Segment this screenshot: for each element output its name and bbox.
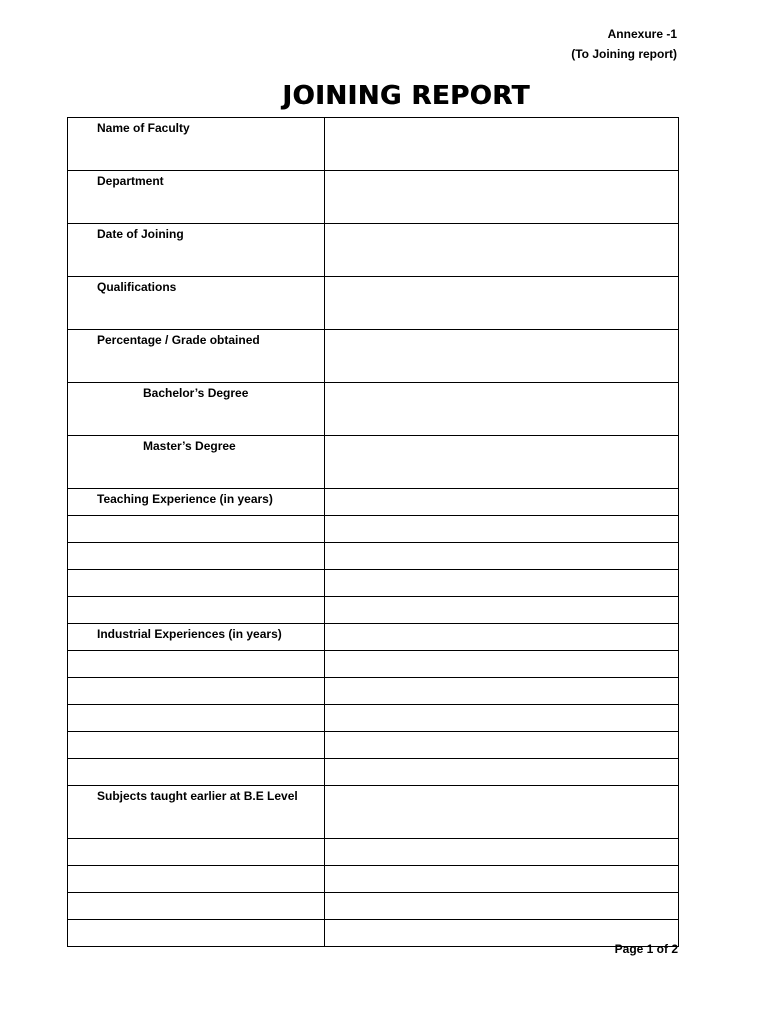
form-row — [68, 330, 679, 383]
field-label-cell — [68, 330, 325, 383]
annexure-number: Annexure -1 — [607, 27, 677, 41]
form-row — [68, 920, 679, 947]
field-value-cell[interactable] — [325, 597, 679, 624]
form-row — [68, 224, 679, 277]
field-value-cell[interactable] — [325, 171, 679, 224]
form-row — [68, 786, 679, 839]
field-label — [68, 705, 324, 708]
field-label — [68, 893, 324, 896]
field-label: Teaching Experience (in years) — [97, 492, 273, 506]
annexure-header — [571, 24, 677, 64]
field-label-cell — [68, 383, 325, 436]
form-row — [68, 624, 679, 651]
field-value-cell[interactable] — [325, 624, 679, 651]
field-value-cell[interactable] — [325, 330, 679, 383]
field-label-cell — [68, 678, 325, 705]
field-label-cell — [68, 893, 325, 920]
field-label-cell — [68, 920, 325, 947]
form-row — [68, 759, 679, 786]
field-label: Date of Joining — [97, 227, 184, 241]
field-value-cell[interactable] — [325, 118, 679, 171]
field-value-cell[interactable] — [325, 866, 679, 893]
field-label: Percentage / Grade obtained — [97, 333, 260, 347]
field-label-cell — [68, 277, 325, 330]
field-label-cell — [68, 624, 325, 651]
form-row — [68, 705, 679, 732]
form-row — [68, 839, 679, 866]
field-label: Master’s Degree — [143, 439, 236, 453]
joining-report-form — [67, 117, 679, 947]
field-value-cell[interactable] — [325, 678, 679, 705]
field-value-cell[interactable] — [325, 705, 679, 732]
field-label — [68, 597, 324, 600]
form-row — [68, 516, 679, 543]
field-label — [68, 839, 324, 842]
form-row — [68, 651, 679, 678]
field-value-cell[interactable] — [325, 893, 679, 920]
form-row — [68, 489, 679, 516]
field-value-cell[interactable] — [325, 383, 679, 436]
field-label-cell — [68, 651, 325, 678]
field-label — [68, 759, 324, 762]
field-label-cell — [68, 839, 325, 866]
annexure-subtitle: (To Joining report) — [571, 47, 677, 61]
field-value-cell[interactable] — [325, 489, 679, 516]
field-value-cell[interactable] — [325, 516, 679, 543]
field-label — [68, 516, 324, 519]
form-row — [68, 893, 679, 920]
field-value-cell[interactable] — [325, 651, 679, 678]
form-row — [68, 678, 679, 705]
form-body — [68, 118, 679, 947]
field-label-cell — [68, 732, 325, 759]
field-label-cell — [68, 516, 325, 543]
field-label-cell — [68, 597, 325, 624]
form-row — [68, 732, 679, 759]
field-label-cell — [68, 118, 325, 171]
field-label: Department — [97, 174, 164, 188]
form-row — [68, 277, 679, 330]
form-row — [68, 597, 679, 624]
field-label: Industrial Experiences (in years) — [97, 627, 282, 641]
field-label — [68, 920, 324, 923]
field-value-cell[interactable] — [325, 224, 679, 277]
field-label-cell — [68, 543, 325, 570]
field-label — [68, 543, 324, 546]
form-row — [68, 543, 679, 570]
field-label — [68, 651, 324, 654]
field-label-cell — [68, 705, 325, 732]
field-label: Bachelor’s Degree — [143, 386, 249, 400]
field-label-cell — [68, 224, 325, 277]
field-label — [68, 866, 324, 869]
form-row — [68, 383, 679, 436]
field-label — [68, 570, 324, 573]
field-value-cell[interactable] — [325, 543, 679, 570]
page-number: Page 1 of 2 — [614, 942, 678, 956]
field-label — [68, 732, 324, 735]
form-row — [68, 436, 679, 489]
field-label-cell — [68, 171, 325, 224]
field-value-cell[interactable] — [325, 786, 679, 839]
field-label-cell — [68, 489, 325, 516]
form-row — [68, 118, 679, 171]
form-row — [68, 866, 679, 893]
form-row — [68, 171, 679, 224]
field-value-cell[interactable] — [325, 277, 679, 330]
form-row — [68, 570, 679, 597]
field-label: Qualifications — [97, 280, 177, 294]
field-value-cell[interactable] — [325, 732, 679, 759]
field-label-cell — [68, 436, 325, 489]
field-label-cell — [68, 759, 325, 786]
field-value-cell[interactable] — [325, 570, 679, 597]
field-label — [68, 678, 324, 681]
field-value-cell[interactable] — [325, 759, 679, 786]
field-label-cell — [68, 866, 325, 893]
field-label: Name of Faculty — [97, 121, 190, 135]
field-value-cell[interactable] — [325, 436, 679, 489]
field-label-cell — [68, 786, 325, 839]
field-value-cell[interactable] — [325, 839, 679, 866]
field-label: Subjects taught earlier at B.E Level — [97, 789, 298, 803]
field-label-cell — [68, 570, 325, 597]
page-title: JOINING REPORT — [282, 81, 530, 111]
